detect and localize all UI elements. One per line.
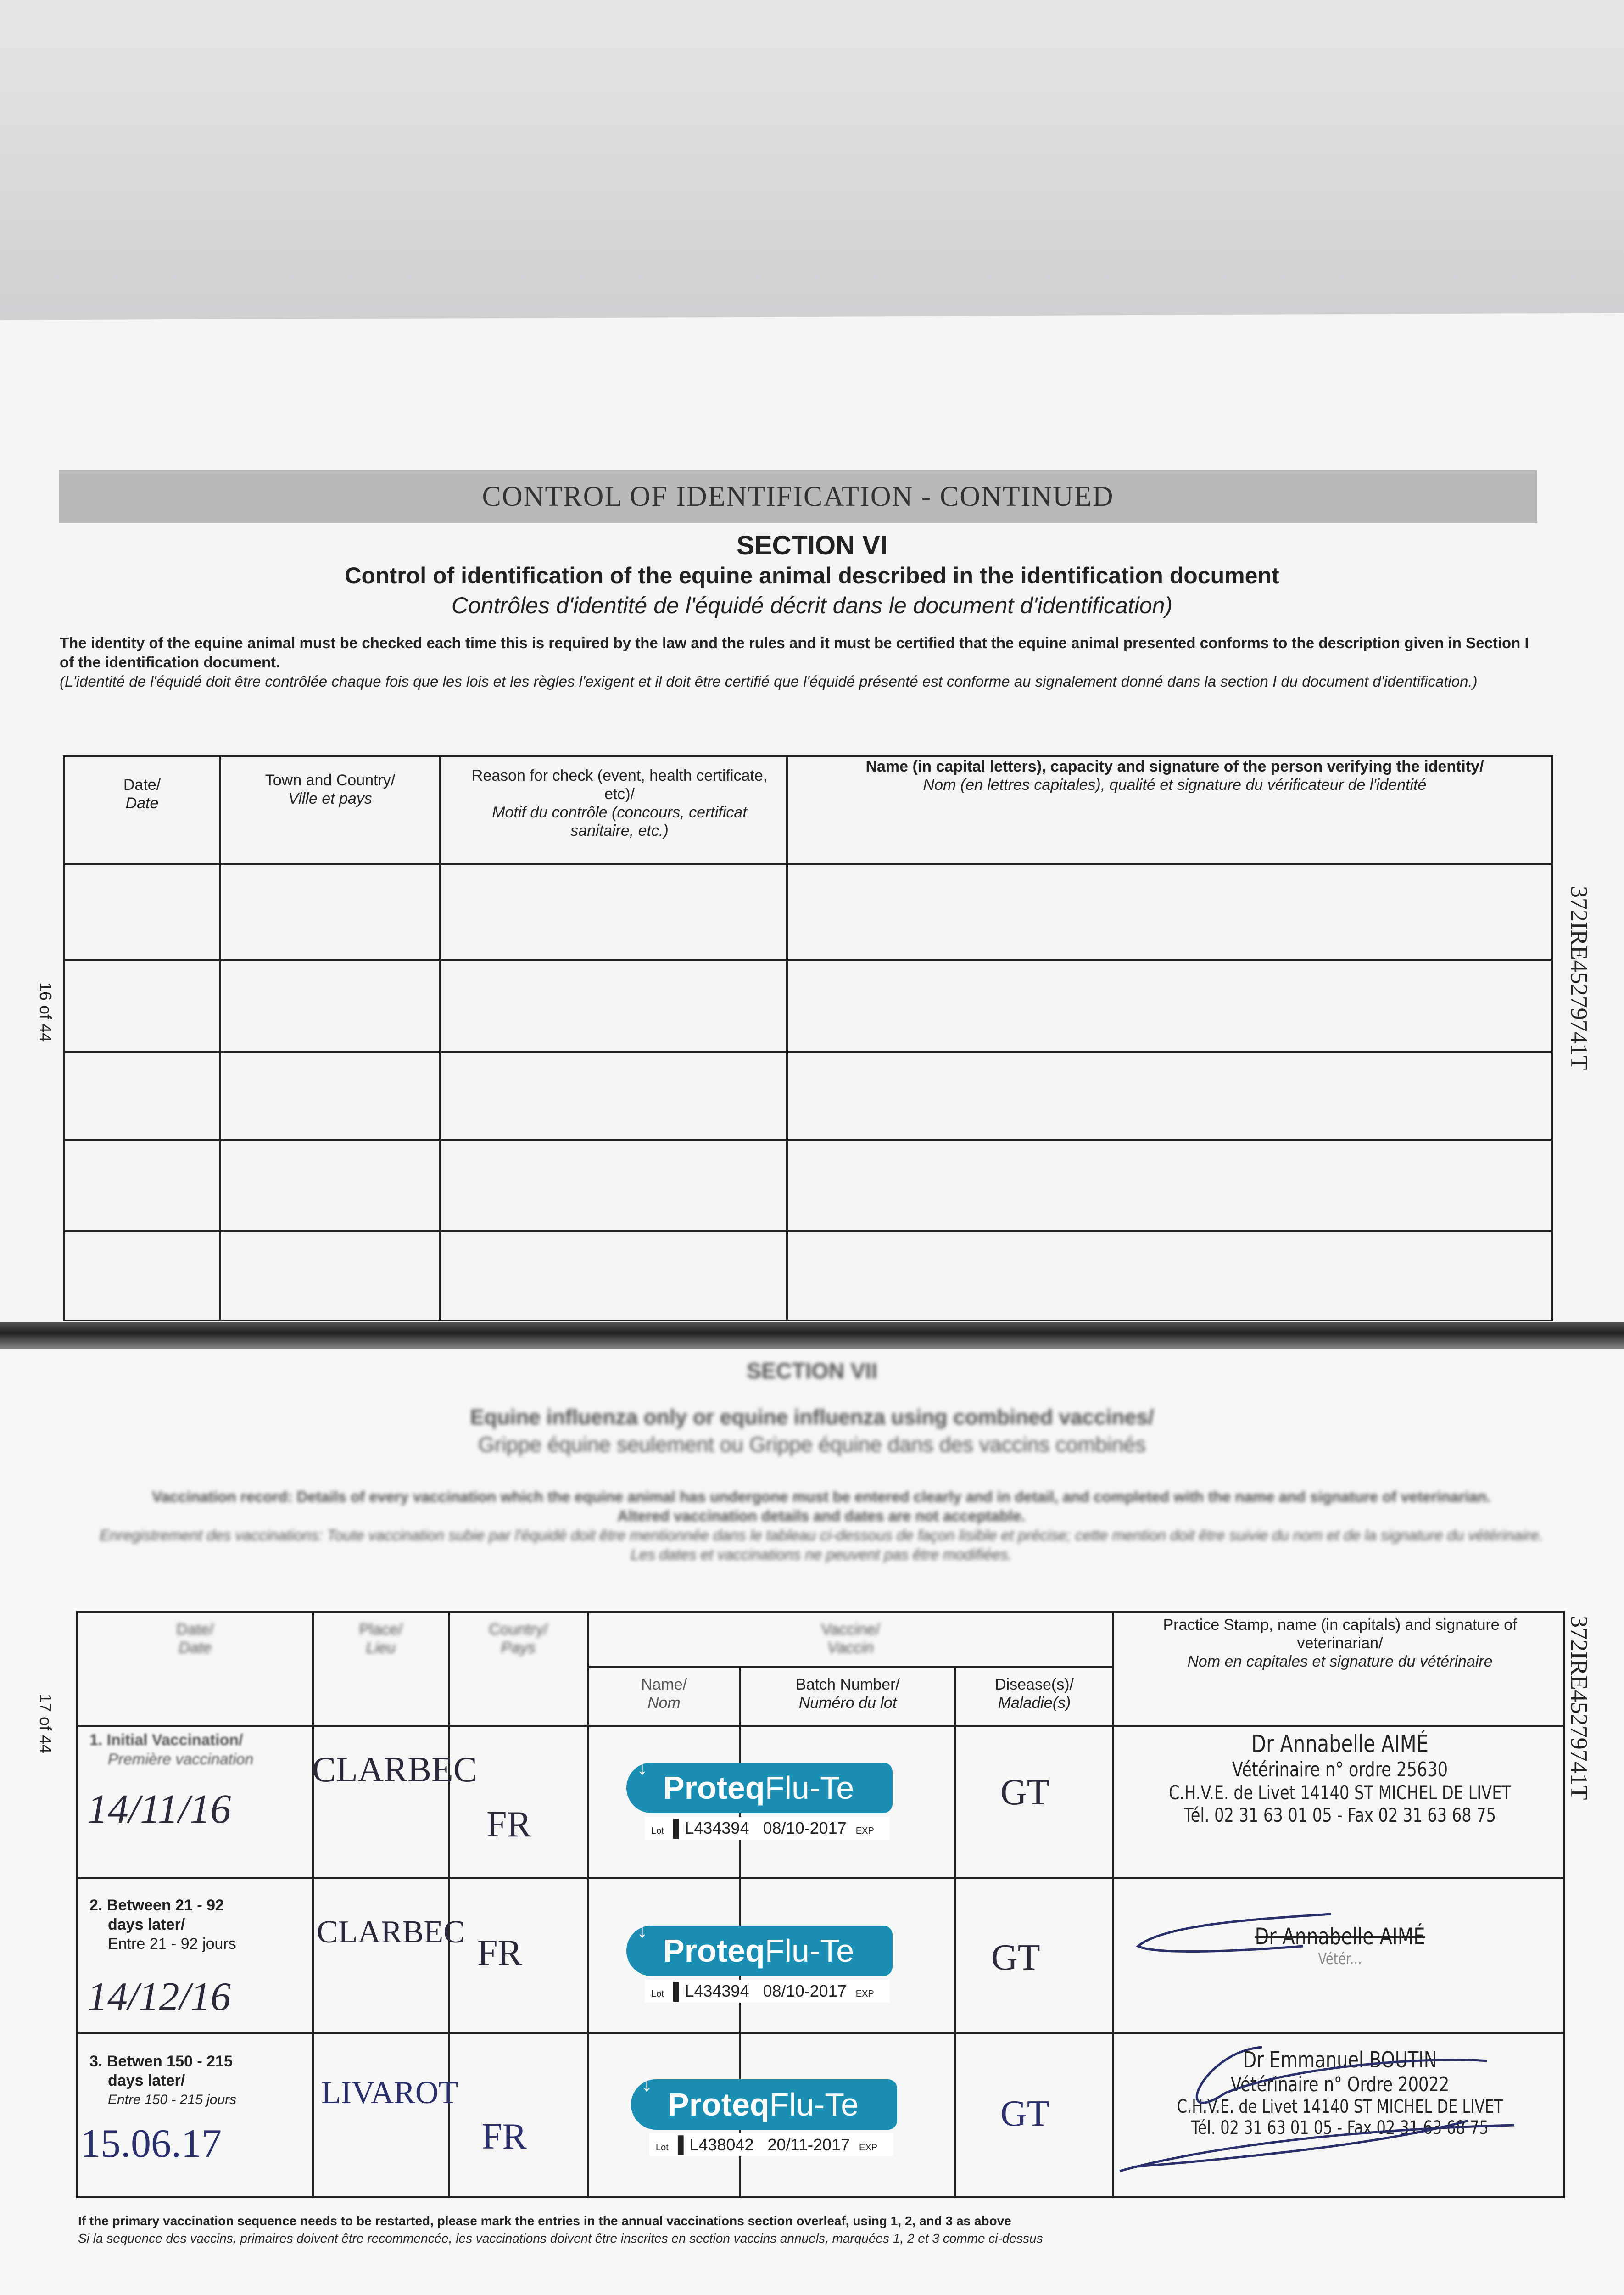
- arrow-down-icon: ↓: [636, 1917, 648, 1942]
- section-banner: CONTROL OF IDENTIFICATION - CONTINUED: [59, 470, 1537, 523]
- row-label: 1. Initial Vaccination/ Première vaccination: [89, 1731, 254, 1768]
- vaccination-place: LIVAROT: [321, 2075, 458, 2110]
- col-reason: Reason for check (event, health certificate, etc)/ Motif du contrôle (concours, certificat sanitaire, etc.): [471, 767, 768, 840]
- intro-en: The identity of the equine animal must be checked each time this is required by the law and the rules and it must be certified that the equine animal presented conforms to the description given in Section I of the identification document.: [60, 634, 1529, 671]
- col-place: Place/ Lieu: [359, 1621, 403, 1657]
- col-date: Date/ Date: [123, 776, 161, 812]
- vaccine-sticker: ProteqFlu-Te ↓ Lot ▌L438042 20/11-2017 EXP: [631, 2070, 906, 2157]
- expiry-date: 08/10-2017: [763, 1982, 847, 2000]
- col-date: Date/ Date: [176, 1621, 214, 1657]
- document-id: 372IRE45279741T: [1566, 886, 1592, 1070]
- disease: GT: [1000, 1772, 1049, 1813]
- batch-number: L434394: [685, 1982, 749, 2000]
- col-country: Country/ Pays: [489, 1621, 548, 1657]
- section-title-fr: Contrôles d'identité de l'équidé décrit dans le document d'identification): [451, 593, 1173, 618]
- section-heading-vii: SECTION VII: [746, 1359, 878, 1383]
- vaccination-date: 15.06.17: [80, 2121, 222, 2166]
- vaccination-country: FR: [482, 2116, 527, 2157]
- col-verifier: Name (in capital letters), capacity and signature of the person verifying the identity/ Nom (en lettres capitales), qualité et signature du vérificateur de l'identité: [865, 758, 1484, 794]
- vaccination-country: FR: [477, 1933, 522, 1973]
- vet-signature: [1129, 1905, 1340, 1969]
- col-town-country: Town and Country/ Ville et pays: [265, 772, 396, 807]
- expiry-date: 08/10-2017: [763, 1819, 847, 1837]
- section-title-vii-fr: Grippe équine seulement ou Grippe équine dans des vaccins combinés: [478, 1433, 1146, 1456]
- disease: GT: [991, 1937, 1040, 1978]
- vet-stamp: Dr Annabelle AIMÉ Vétérinaire n° ordre 25630 C.H.V.E. de Livet 14140 ST MICHEL DE LIVET Tél. 02 31 63 01 05 - Fax 02 31 63 68 75: [1168, 1730, 1512, 1826]
- batch-number: L438042: [689, 2135, 754, 2154]
- upper-page: [0, 313, 1624, 1334]
- vaccination-date: 14/11/16: [87, 1786, 231, 1832]
- vet-stamp: Dr Emmanuel BOUTIN Vétérinaire n° Ordre 20022 C.H.V.E. de Livet 14140 ST MICHEL DE LIVET Tél. 02 31 63 01 05 - Fax 02 31 63 68 75: [1177, 2047, 1503, 2138]
- vaccination-place: CLARBEC: [317, 1914, 465, 1950]
- row-label: 2. Between 21 - 92 days later/ Entre 21 - 92 jours: [89, 1897, 236, 1953]
- book-fold: [0, 1322, 1624, 1349]
- vaccination-country: FR: [486, 1804, 531, 1845]
- arrow-down-icon: ↓: [641, 2071, 653, 2096]
- page-number: 16 of 44: [36, 982, 55, 1042]
- col-vaccine-name: Name/ Nom: [641, 1676, 687, 1712]
- document-id-lower: 372IRE45279741T: [1566, 1616, 1592, 1800]
- intro-fr: (L'identité de l'équidé doit être contrôlée chaque fois que les lois et les règles l'exigent et il doit être certifié que l'équidé présenté est conforme au signalement donné dans la section I du document d'identification.): [60, 673, 1478, 690]
- row-label: 3. Betwen 150 - 215 days later/ Entre 150 - 215 jours: [89, 2053, 237, 2107]
- vaccine-sticker: ProteqFlu-Te ↓ Lot ▌L434394 08/10-2017 EXP: [626, 1753, 902, 1841]
- col-practice-stamp: Practice Stamp, name (in capitals) and signature of veterinarian/ Nom en capitales et signature du vétérinaire: [1163, 1616, 1517, 1670]
- page-number-lower: 17 of 44: [36, 1694, 55, 1754]
- expiry-date: 20/11-2017: [767, 2135, 850, 2154]
- section-title-vii: Equine influenza only or equine influenza using combined vaccines/: [470, 1405, 1154, 1429]
- footnote: If the primary vaccination sequence needs to be restarted, please mark the entries in the annual vaccinations section overleaf, using 1, 2, and 3 as above Si la sequence des vaccins, primaires doivent être recommencée, les vaccinations doivent être inscrites en section vaccins annuels, marquées 1, 2 et 3 comme ci-dessus: [78, 2214, 1043, 2245]
- vaccine-sticker: ProteqFlu-Te ↓ Lot ▌L434394 08/10-2017 EXP: [626, 1916, 902, 2004]
- intro-paragraph: [60, 633, 1537, 691]
- arrow-down-icon: ↓: [636, 1754, 648, 1780]
- vet-stamp: Dr Annabelle AIMÉ Vétér...: [1255, 1923, 1425, 1968]
- vaccination-date: 14/12/16: [87, 1975, 231, 2019]
- section-title: Control of identification of the equine animal described in the identification document: [345, 563, 1279, 588]
- col-disease: Disease(s)/ Maladie(s): [995, 1676, 1074, 1712]
- disease: GT: [1000, 2093, 1049, 2134]
- vaccination-place: CLARBEC: [312, 1749, 477, 1789]
- section-heading: SECTION VI: [737, 531, 887, 560]
- batch-number: L434394: [685, 1819, 749, 1837]
- col-vaccine: Vaccine/ Vaccin: [821, 1621, 880, 1657]
- col-batch-number: Batch Number/ Numéro du lot: [796, 1676, 900, 1712]
- scan-background: [0, 0, 1624, 330]
- vaccination-intro: Vaccination record: Details of every vaccination which the equine animal has undergone must be entered clearly and in detail, and completed with the name and signature of veterinarian. Altered vaccination details and dates are not acceptable. Enregistrement des vaccinations: Toute vaccination subie par l'équidé doit être mentionnée dans le tableau ci-dessous de façon lisible et précise; cette mention doit être suivie du nom et de la signature du vétérinaire. Les dates et vaccinations ne peuvent pas être modifiées.: [100, 1488, 1543, 1563]
- vet-signature: [1111, 2038, 1524, 2176]
